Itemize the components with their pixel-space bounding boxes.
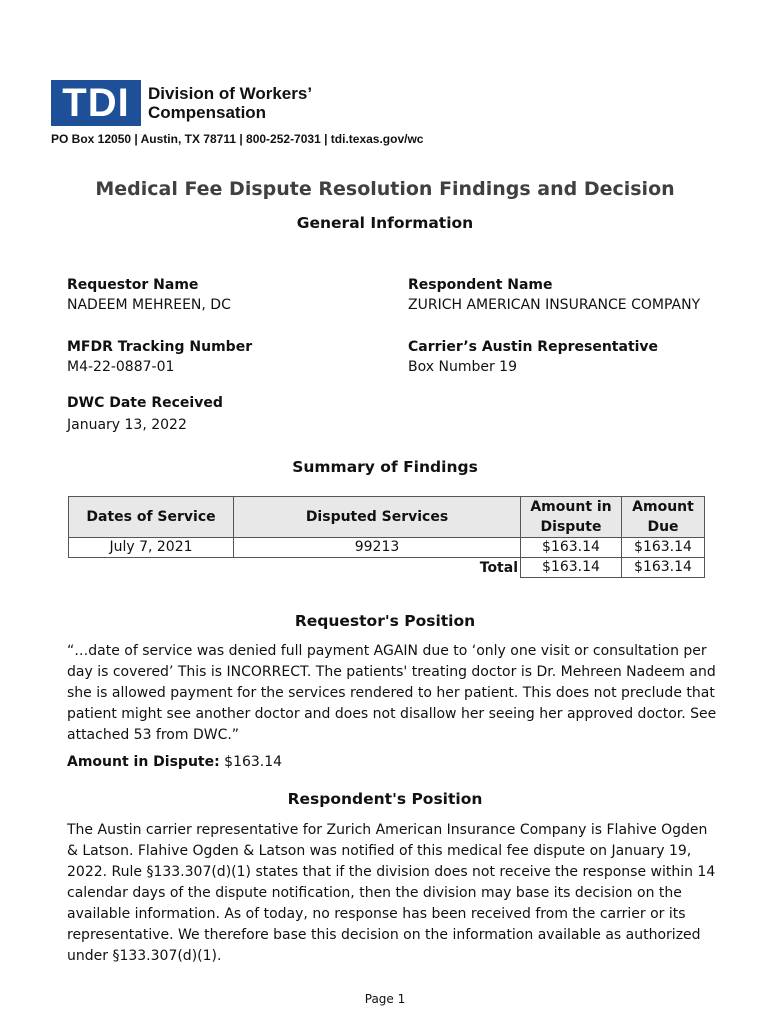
total-due: $163.14 bbox=[622, 558, 705, 578]
col-header-amount-due-line1: Amount bbox=[632, 499, 694, 515]
carrier-rep-value: Box Number 19 bbox=[408, 359, 517, 375]
cell-dispute: $163.14 bbox=[521, 538, 622, 558]
cell-due: $163.14 bbox=[622, 538, 705, 558]
tdi-logo bbox=[51, 80, 141, 126]
total-dispute: $163.14 bbox=[521, 558, 622, 578]
logo-abbr: TDI bbox=[62, 81, 130, 125]
requestor-name-value: NADEEM MEHREEN, DC bbox=[67, 297, 231, 313]
logo-text bbox=[148, 84, 312, 122]
col-header-amount-due-line2: Due bbox=[647, 519, 679, 535]
cell-service: 99213 bbox=[234, 538, 521, 558]
respondent-position-text: The Austin carrier representative for Zurich American Insurance Company is Flahive Ogden & Latson. Flahive Ogden & Latson was notified of this medical fee dispute on January 19, 2022. Rule §133.307(d)(1) states that if the division does not receive the response within 14 calendar days of the dispute notification, then the division may base its decision on the available information. As of today, no response has been received from the carrier or its representative. We therefore base this decision on the information available as authorized under §133.307(d)(1). bbox=[67, 822, 716, 964]
respondent-name-label: Respondent Name bbox=[408, 277, 553, 293]
date-received-value: January 13, 2022 bbox=[67, 417, 187, 433]
col-header-amount-due bbox=[622, 497, 705, 538]
requestor-position-heading: Requestor's Position bbox=[294, 612, 476, 630]
cell-date: July 7, 2021 bbox=[69, 538, 234, 558]
tracking-number-label: MFDR Tracking Number bbox=[67, 339, 253, 355]
summary-table bbox=[68, 496, 705, 578]
respondent-position-heading: Respondent's Position bbox=[287, 790, 483, 808]
date-received-label: DWC Date Received bbox=[67, 395, 223, 411]
amount-in-dispute-line bbox=[67, 754, 282, 770]
contact-address: PO Box 12050 | Austin, TX 78711 | 800-252-7031 | tdi.texas.gov/wc bbox=[51, 132, 424, 146]
total-label: Total bbox=[234, 558, 521, 578]
document-title: Medical Fee Dispute Resolution Findings and Decision bbox=[95, 178, 675, 200]
summary-heading: Summary of Findings bbox=[292, 458, 478, 476]
general-info-heading: General Information bbox=[296, 214, 474, 232]
logo-line-2: Compensation bbox=[148, 103, 267, 122]
col-header-amount-dispute-line2: Dispute bbox=[540, 519, 602, 535]
respondent-name-value: ZURICH AMERICAN INSURANCE COMPANY bbox=[408, 297, 701, 313]
col-header-amount-dispute bbox=[521, 497, 622, 538]
page-number: Page 1 bbox=[364, 992, 406, 1006]
amount-in-dispute-value: $163.14 bbox=[224, 754, 283, 770]
requestor-name-label: Requestor Name bbox=[67, 277, 199, 293]
requestor-position-text: “…date of service was denied full payment AGAIN due to ‘only one visit or consultation per day is covered’ This is INCORRECT. The patients' treating doctor is Dr. Mehreen Nadeem and she is allowed payment for the services rendered to her patient. This does not preclude that patient might see another doctor and does not disallow her seeing her approved doctor. See attached 53 from DWC.” bbox=[67, 643, 717, 743]
total-spacer bbox=[69, 558, 234, 578]
table-row bbox=[69, 538, 705, 558]
table-total-row bbox=[69, 558, 705, 578]
tracking-number-value: M4-22-0887-01 bbox=[67, 359, 175, 375]
col-header-dates: Dates of Service bbox=[69, 497, 234, 538]
amount-in-dispute-label: Amount in Dispute: bbox=[67, 754, 220, 770]
logo-line-1: Division of Workers’ bbox=[148, 84, 313, 103]
col-header-services: Disputed Services bbox=[234, 497, 521, 538]
col-header-amount-dispute-line1: Amount in bbox=[530, 499, 612, 515]
table-header-row bbox=[69, 497, 705, 538]
carrier-rep-label: Carrier’s Austin Representative bbox=[408, 339, 659, 355]
